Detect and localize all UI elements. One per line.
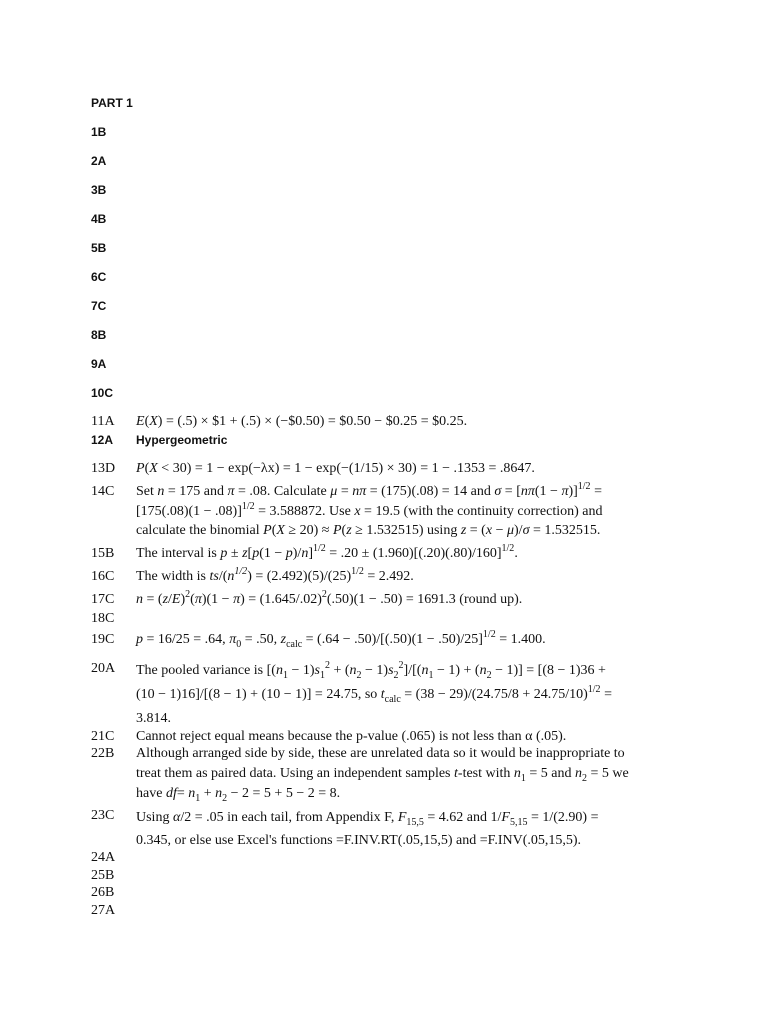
answer-5: 5B bbox=[91, 241, 107, 255]
answer-label-16: 16C bbox=[91, 569, 115, 584]
answer-text-14: Set n = 175 and π = .08. Calculate μ = nπ = (175)(.08) = 14 and $\sigma = [n\pi(1 - \pi)]^{1/2}$ = $[175(.08)(1 - .08)]^{1/2} = 3.588872$. Use x = 19.5 (with the continuity correction) and calculate the binomial P(X ≥ 20) ≈ P(z ≥ 1.532515) using z = (x − μ)/σ = 1.532515. bbox=[136, 481, 603, 538]
answer-8: 8B bbox=[91, 328, 107, 342]
answer-text-22: Although arranged side by side, these are unrelated data so it would be inappropriate to treat them as paired data. Using an independent samples t-test with $n_1 = 5$ and $n_2 = 5$ we have $df= n_1 + n_2 - 2 = 5 + 5 - 2 = 8$. bbox=[136, 746, 629, 804]
answer-label-17: 17C bbox=[91, 592, 115, 607]
answer-label-20: 20A bbox=[91, 661, 116, 676]
answer-9: 9A bbox=[91, 357, 107, 371]
answer-6: 6C bbox=[91, 270, 107, 284]
answer-text-19: p = 16/25 = .64, $\pi_0 = .50$, $z_{calc} = (.64 - .50)/[(.50)(1 - .50)/25]^{1/2} = 1.400$. bbox=[136, 629, 546, 650]
answer-text-21: Cannot reject equal means because the p-value (.065) is not less than α (.05). bbox=[136, 729, 567, 744]
answer-label-15: 15B bbox=[91, 546, 115, 561]
answer-text-17: $n = (z/E)^2(\pi)(1 - \pi) = (1.645/.02)^2(.50)(1 - .50) = 1691.3$ (round up). bbox=[136, 589, 523, 607]
answer-label-13: 13D bbox=[91, 461, 116, 476]
part-title: PART 1 bbox=[91, 96, 133, 110]
answer-text-20: The pooled variance is $[(n_1 - 1)s_1^2 + (n_2 - 1)s_2^2]/[(n_1 - 1) + (n_2 - 1)] = [(8 - 1)36$ + (10 − 1)16]/[(8 − 1) + (10 − 1)] = 24.75, so $t_{calc} = (38 - 29)/(24.75/8 + 24.75/10)^{1/2}$ = 3.814. bbox=[136, 660, 612, 726]
answer-text-13: P(X < 30) = 1 − exp(−λx) = 1 − exp(−(1/15) × 30) = 1 − .1353 = .8647. bbox=[136, 461, 535, 476]
answer-label-25: 25B bbox=[91, 868, 115, 883]
answer-7: 7C bbox=[91, 299, 107, 313]
answer-label-24: 24A bbox=[91, 850, 116, 865]
answer-text-23: Using α/2 = .05 in each tail, from Appendix F, $F_{15,5} = 4.62$ and $1/F_{5,15} = 1/(2.90)$ = 0.345, or else use Excel's functions =F.INV.RT(.05,15,5) and =F.INV(.05,15,5). bbox=[136, 810, 599, 848]
answer-label-19: 19C bbox=[91, 632, 115, 647]
answer-label-22: 22B bbox=[91, 746, 115, 761]
answer-3: 3B bbox=[91, 183, 107, 197]
answer-text-12: Hypergeometric bbox=[136, 433, 228, 447]
answer-label-27: 27A bbox=[91, 903, 116, 918]
answer-label-18: 18C bbox=[91, 611, 115, 626]
answer-label-11: 11A bbox=[91, 414, 115, 429]
answer-4: 4B bbox=[91, 212, 107, 226]
answer-label-21: 21C bbox=[91, 729, 115, 744]
answer-2: 2A bbox=[91, 154, 107, 168]
answer-label-12: 12A bbox=[91, 433, 114, 447]
answer-text-16: The width is $ts/(n^{1/2}) = (2.492)(5)/(25)^{1/2} = 2.492$. bbox=[136, 566, 414, 584]
answer-1: 1B bbox=[91, 125, 107, 139]
answer-label-23: 23C bbox=[91, 808, 115, 823]
answer-label-26: 26B bbox=[91, 885, 115, 900]
answer-text-15: The interval is $p \pm z[p(1 - p)/n]^{1/2} = .20 \pm (1.960)[(.20)(.80)/160]^{1/2}$. bbox=[136, 543, 518, 561]
answer-10: 10C bbox=[91, 386, 114, 400]
answer-label-14: 14C bbox=[91, 484, 115, 499]
answer-text-11: E(X) = (.5) × $1 + (.5) × (−$0.50) = $0.50 − $0.25 = $0.25. bbox=[136, 414, 468, 429]
